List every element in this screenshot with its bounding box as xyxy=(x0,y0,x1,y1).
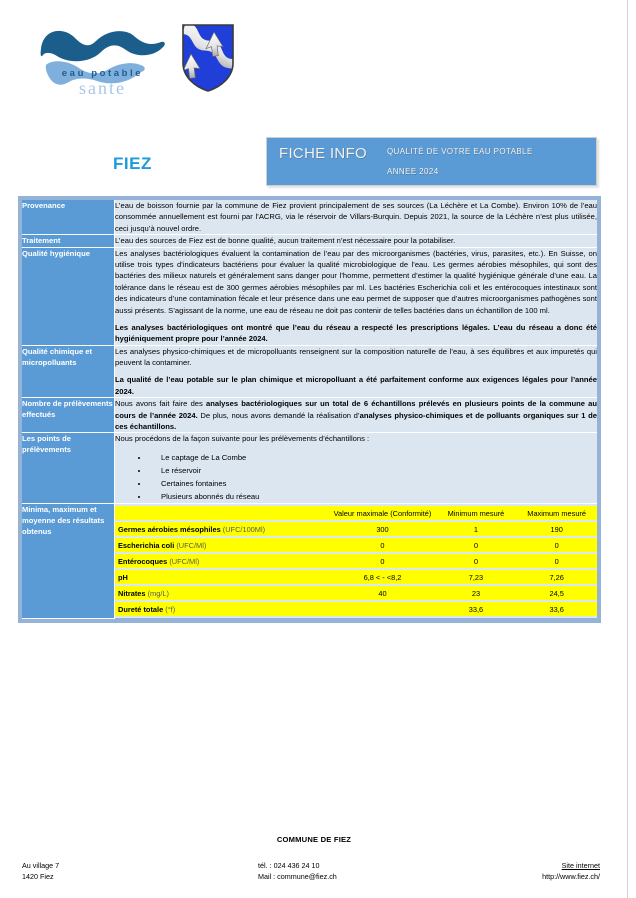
row-label-provenance: Provenance xyxy=(22,200,115,235)
row-label-traitement: Traitement xyxy=(22,235,115,247)
table-row-qualite-chimique xyxy=(22,345,597,398)
list-item: • Plusieurs abonnés du réseau xyxy=(149,490,597,503)
results-row xyxy=(115,554,597,568)
results-row-name: Germes aérobies mésophiles (UFC/100Ml) xyxy=(115,522,329,536)
footer-contact xyxy=(258,860,337,882)
results-row-max-allowed: 0 xyxy=(329,538,435,552)
provenance-paragraph: L’eau de boisson fournie par la commune de Fiez provient principalement de ses sources (La Léchère et La Combe). Environ 10% de l’eau consommée annuellement est fourni par l’ACRG, via le réservoir de Villars-Burquin. Depuis 2021, la source de la Léchère n’est plus utilisée, ceci jusqu’à nouvel ordre. xyxy=(115,201,597,233)
results-row-max-measured: 7,26 xyxy=(516,570,597,584)
results-row xyxy=(115,570,597,584)
prelevements-paragraph xyxy=(115,398,597,432)
logo-word-eau-potable: eau potable xyxy=(61,68,144,79)
fiche-info-subtitle: QUALITÉ DE VOTRE EAU POTABLE xyxy=(387,147,533,156)
info-table xyxy=(18,196,601,623)
results-row-name: Escherichia coli (UFC/Ml) xyxy=(115,538,329,552)
results-row xyxy=(115,538,597,552)
chimique-paragraph-1: Les analyses physico-chimiques et de micropolluants renseignent sur la composition naturelle de l’eau, à ses équilibres et aux impuretés qui peuvent la contaminer. xyxy=(115,346,597,368)
fiche-info-year: ANNEE 2024 xyxy=(387,167,439,176)
footer-address xyxy=(22,860,59,882)
results-row-max-allowed: 300 xyxy=(329,522,435,536)
points-intro: Nous procédons de la façon suivante pour les prélèvements d’échantillons : xyxy=(115,434,370,444)
row-label-resultats: Minima, maximum et moyenne des résultats obtenus xyxy=(22,504,115,619)
row-content-resultats xyxy=(115,504,598,619)
footer-phone: tél. : 024 436 24 10 xyxy=(258,860,320,870)
row-content-prelevements xyxy=(115,398,598,433)
table-row-provenance xyxy=(22,200,597,235)
results-row-max-allowed: 6,8 < - <8,2 xyxy=(329,570,435,584)
footer-website xyxy=(542,860,600,882)
row-content-points xyxy=(115,433,598,504)
prelevements-seg4: analyses physico-chimiques et de polluants organiques sur 1 de ces échantillons. xyxy=(115,410,597,432)
row-label-qualite-chimique: Qualité chimique et micropolluants xyxy=(22,345,115,398)
logo-word-sante: sante xyxy=(79,78,126,98)
results-row-max-allowed: 0 xyxy=(329,554,435,568)
row-content-qualite-hygienique xyxy=(115,247,598,345)
hygiene-paragraph-1: Les analyses bactériologiques évaluent la contamination de l’eau par des microorganismes (bactéries, virus, parasites, etc.). En Suisse, on utilise trois types d’indicateurs bactériens pour évaluer la qualité microbiologique de l’eau. Les germes aérobies mésophiles, qui sont des bactéries des milieux naturels et généralement sans danger pour l’homme, permettent d’estimer la qualité hygiénique générale d’une eau. La tolérance dans le réseau est de 300 germes aérobies mésophiles par ml. Les bactéries Escherichia coli et les entérocoques intestinaux sont des indicateurs d’une contamination fécale et leur présence dans une eau permet de supposer que d’autres microorganismes pathogènes sont aussi présents. S’agissant de la norme, une eau de réseau ne doit pas contenir de telles bactéries dans un échantillon de 100 ml. xyxy=(115,248,597,315)
prelevements-seg1: Nous avons fait faire des xyxy=(115,399,206,409)
prelevements-seg2: analyses bactériologiques sur un total de 6 échantillons prélevés en plusieurs points de la commune au cours de l’année 2024. xyxy=(115,399,598,420)
row-content-qualite-chimique xyxy=(115,345,598,398)
prelevements-seg3: De plus, nous avons demandé la réalisation d’ xyxy=(197,410,360,420)
points-list xyxy=(115,451,597,503)
hygiene-paragraph-2: Les analyses bactériologiques ont montré que l’eau du réseau a respecté les prescriptions légales. L’eau du réseau a donc été hygiéniquement propre pour l’année 2024. xyxy=(115,322,597,344)
results-col-max-allowed: Valeur maximale (Conformité) xyxy=(329,506,435,520)
list-item: • Le réservoir xyxy=(149,464,597,477)
chimique-paragraph-2: La qualité de l’eau potable sur le plan chimique et micropolluant a été parfaitement conforme aux exigences légales pour l’année 2024. xyxy=(115,375,597,396)
footer-site-url[interactable]: http://www.fiez.ch/ xyxy=(542,871,600,881)
fiche-info-title: FICHE INFO xyxy=(279,145,367,162)
row-label-qualite-hygienique: Qualité hygiénique xyxy=(22,247,115,345)
traitement-paragraph: L’eau des sources de Fiez est de bonne qualité, aucun traitement n’est nécessaire pour la potabiliser. xyxy=(115,236,456,246)
list-item: • Le captage de La Combe xyxy=(149,451,597,464)
list-item: • Certaines fontaines xyxy=(149,477,597,490)
footer-commune-title: COMMUNE DE FIEZ xyxy=(276,835,352,844)
results-row xyxy=(115,586,597,600)
table-row-points xyxy=(22,433,597,504)
footer-mail[interactable]: Mail : commune@fiez.ch xyxy=(258,871,337,881)
fiez-coat-of-arms-icon xyxy=(181,23,235,93)
fiche-info-banner xyxy=(266,137,597,186)
results-row-name: Nitrates (mg/L) xyxy=(115,586,329,600)
results-row-name: Entérocoques (UFC/Ml) xyxy=(115,554,329,568)
results-col-name xyxy=(115,506,329,520)
table-row-traitement xyxy=(22,235,597,247)
table-row-qualite-hygienique xyxy=(22,247,597,345)
results-row-name: Dureté totale (°f) xyxy=(115,602,329,616)
results-row-min-measured: 23 xyxy=(436,586,517,600)
results-row-min-measured: 1 xyxy=(436,522,517,536)
page-title-commune: FIEZ xyxy=(113,154,152,173)
row-label-prelevements: Nombre de prélèvements effectués xyxy=(22,398,115,433)
results-row-name: pH xyxy=(115,570,329,584)
page-footer xyxy=(0,834,628,890)
row-content-traitement xyxy=(115,235,598,247)
footer-address-line1: Au village 7 xyxy=(22,860,60,870)
results-row-max-measured: 24,5 xyxy=(516,586,597,600)
results-row-min-measured: 7,23 xyxy=(436,570,517,584)
results-table xyxy=(115,504,597,618)
row-content-provenance xyxy=(115,200,598,235)
results-row-max-measured: 0 xyxy=(516,554,597,568)
results-row-max-measured: 190 xyxy=(516,522,597,536)
results-row xyxy=(115,602,597,616)
table-row-resultats xyxy=(22,504,597,619)
results-row-min-measured: 0 xyxy=(436,538,517,552)
row-label-points: Les points de prélèvements xyxy=(22,433,115,504)
results-header-row xyxy=(115,506,597,520)
footer-site-label[interactable]: Site internet xyxy=(561,860,600,870)
table-row-prelevements xyxy=(22,398,597,433)
results-row-max-allowed xyxy=(329,602,435,616)
results-row xyxy=(115,522,597,536)
results-col-max-measured: Maximum mesuré xyxy=(516,506,597,520)
results-row-min-measured: 0 xyxy=(436,554,517,568)
header-logos xyxy=(0,0,627,125)
results-row-max-measured: 33,6 xyxy=(516,602,597,616)
results-col-min-measured: Minimum mesuré xyxy=(436,506,517,520)
results-body xyxy=(115,522,597,616)
results-row-max-measured: 0 xyxy=(516,538,597,552)
results-row-max-allowed: 40 xyxy=(329,586,435,600)
results-row-min-measured: 33,6 xyxy=(436,602,517,616)
footer-address-line2: 1420 Fiez xyxy=(22,871,54,881)
